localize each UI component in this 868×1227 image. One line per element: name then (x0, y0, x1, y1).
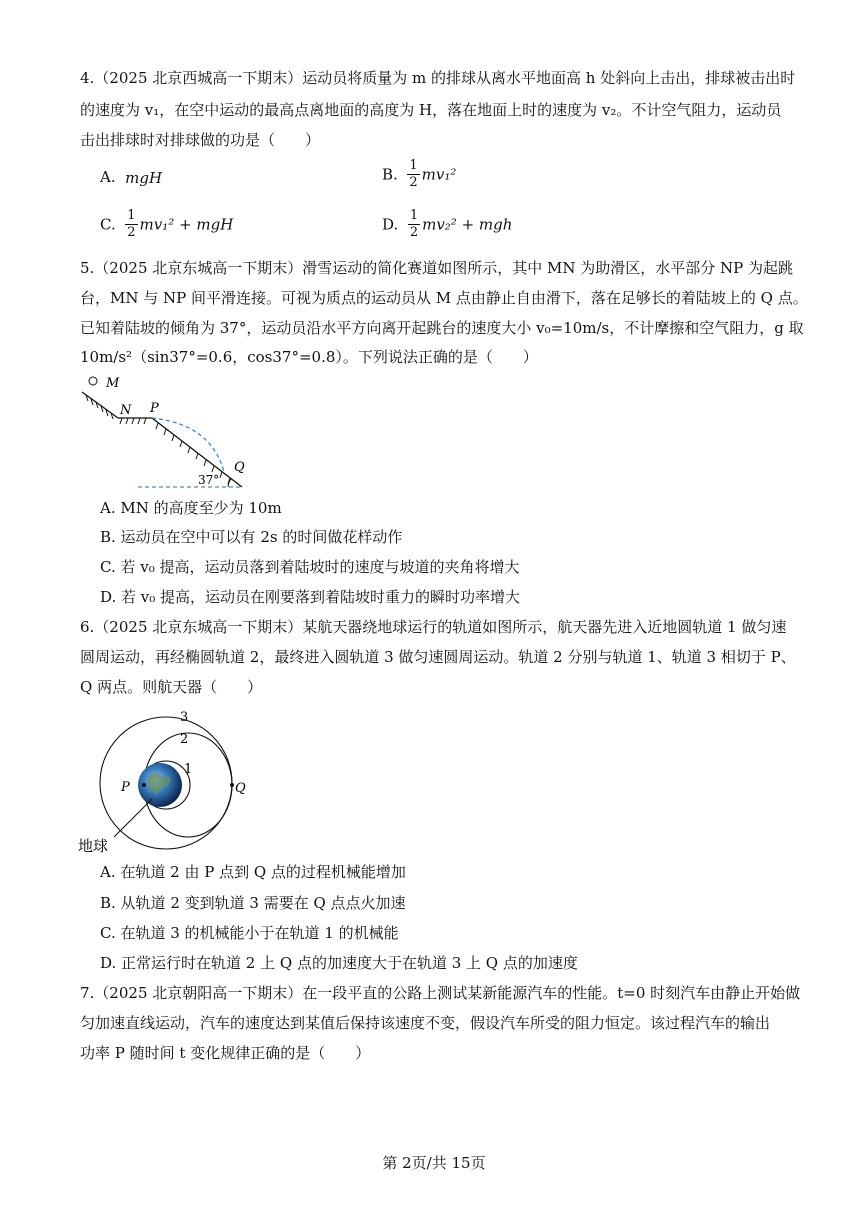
q6-line-2: 圆周运动，再经椭圆轨道 2，最终进入圆轨道 3 做匀速圆周运动。轨道 2 分别与轨道 1、轨道 3 相切于 P、 (80, 648, 796, 666)
label-orbit-2: 2 (180, 732, 189, 747)
q6-option-b[interactable]: B. 从轨道 2 变到轨道 3 需要在 Q 点点火加速 (100, 894, 406, 912)
page-number: 第 2页/共 15页 (382, 1154, 486, 1172)
q5-line-2: 台，MN 与 NP 间平滑连接。可视为质点的运动员从 M 点由静止自由滑下，落在足够长的着陆坡上的 Q 点。 (80, 289, 808, 307)
q7-line-2: 匀加速直线运动，汽车的速度达到某值后保持该速度不变，假设汽车所受的阻力恒定。该过程汽车的输出 (80, 1014, 771, 1032)
label-orbit-1: 1 (184, 762, 193, 777)
q5-line-3: 已知着陆坡的倾角为 37°，运动员沿水平方向离开起跳台的速度大小 v₀=10m/s，不计摩擦和空气阻力，g 取 (80, 319, 804, 337)
q4-line-3: 击出排球时对排球做的功是（ ） (80, 131, 321, 149)
q6-option-c[interactable]: C. 在轨道 3 的机械能小于在轨道 1 的机械能 (100, 924, 399, 942)
q7-line-1: 7.（2025 北京朝阳高一下期末）在一段平直的公路上测试某新能源汽车的性能。t=0 时刻汽车由静止开始做 (80, 984, 801, 1002)
label-M: M (106, 376, 120, 391)
q5-line-4: 10m/s²（sin37°=0.6，cos37°=0.8）。下列说法正确的是（ ） (80, 348, 538, 366)
label-earth: 地球 (78, 837, 109, 855)
q4-line-2: 的速度为 v₁，在空中运动的最高点离地面的高度为 H，落在地面上时的速度为 v₂。不计空气阻力，运动员 (80, 101, 782, 119)
fraction: $\frac{1}{2}$ (409, 208, 419, 240)
q5-option-c[interactable]: C. 若 v₀ 提高，运动员落到着陆坡时的速度与坡道的夹角将增大 (100, 558, 520, 576)
q6-line-3: Q 两点。则航天器（ ） (80, 678, 263, 696)
q4-option-a[interactable]: A. mgH (100, 168, 163, 187)
q4-option-b[interactable]: B. $\frac{1}{2}$ mv₁² (382, 158, 457, 190)
q5-option-b[interactable]: B. 运动员在空中可以有 2s 的时间做花样动作 (100, 528, 403, 546)
q5-option-d[interactable]: D. 若 v₀ 提高，运动员在刚要落到着陆坡时重力的瞬时功率增大 (100, 588, 521, 606)
label-P: P (121, 780, 130, 795)
ski-track-diagram (76, 372, 256, 492)
fraction: $\frac{1}{2}$ (409, 158, 418, 190)
label-orbit-3: 3 (180, 710, 189, 725)
label-P: P (150, 401, 159, 416)
q6-line-1: 6.（2025 北京东城高一下期末）某航天器绕地球运行的轨道如图所示，航天器先进入近地圆轨道 1 做匀速 (80, 618, 787, 636)
q6-option-d[interactable]: D. 正常运行时在轨道 2 上 Q 点的加速度大于在轨道 3 上 Q 点的加速度 (100, 954, 578, 972)
label-Q: Q (234, 460, 245, 475)
q4-option-c[interactable]: C. $\frac{1}{2}$ mv₁² + mgH (100, 208, 234, 240)
fraction: $\frac{1}{2}$ (127, 208, 136, 240)
q4-option-d[interactable]: D. $\frac{1}{2}$ mv₂² + mgh (382, 208, 513, 240)
q6-option-a[interactable]: A. 在轨道 2 由 P 点到 Q 点的过程机械能增加 (100, 863, 406, 881)
q4-line-1: 4.（2025 北京西城高一下期末）运动员将质量为 m 的排球从离水平地面高 h 处斜向上击出，排球被击出时 (80, 69, 796, 87)
q5-option-a[interactable]: A. MN 的高度至少为 10m (100, 499, 282, 517)
label-angle: 37° (198, 473, 220, 487)
label-N: N (120, 403, 132, 418)
orbit-diagram (74, 703, 264, 858)
q5-line-1: 5.（2025 北京东城高一下期末）滑雪运动的简化赛道如图所示，其中 MN 为助滑区，水平部分 NP 为起跳 (80, 259, 794, 277)
q7-line-3: 功率 P 随时间 t 变化规律正确的是（ ） (80, 1044, 371, 1062)
label-Q: Q (235, 781, 246, 796)
